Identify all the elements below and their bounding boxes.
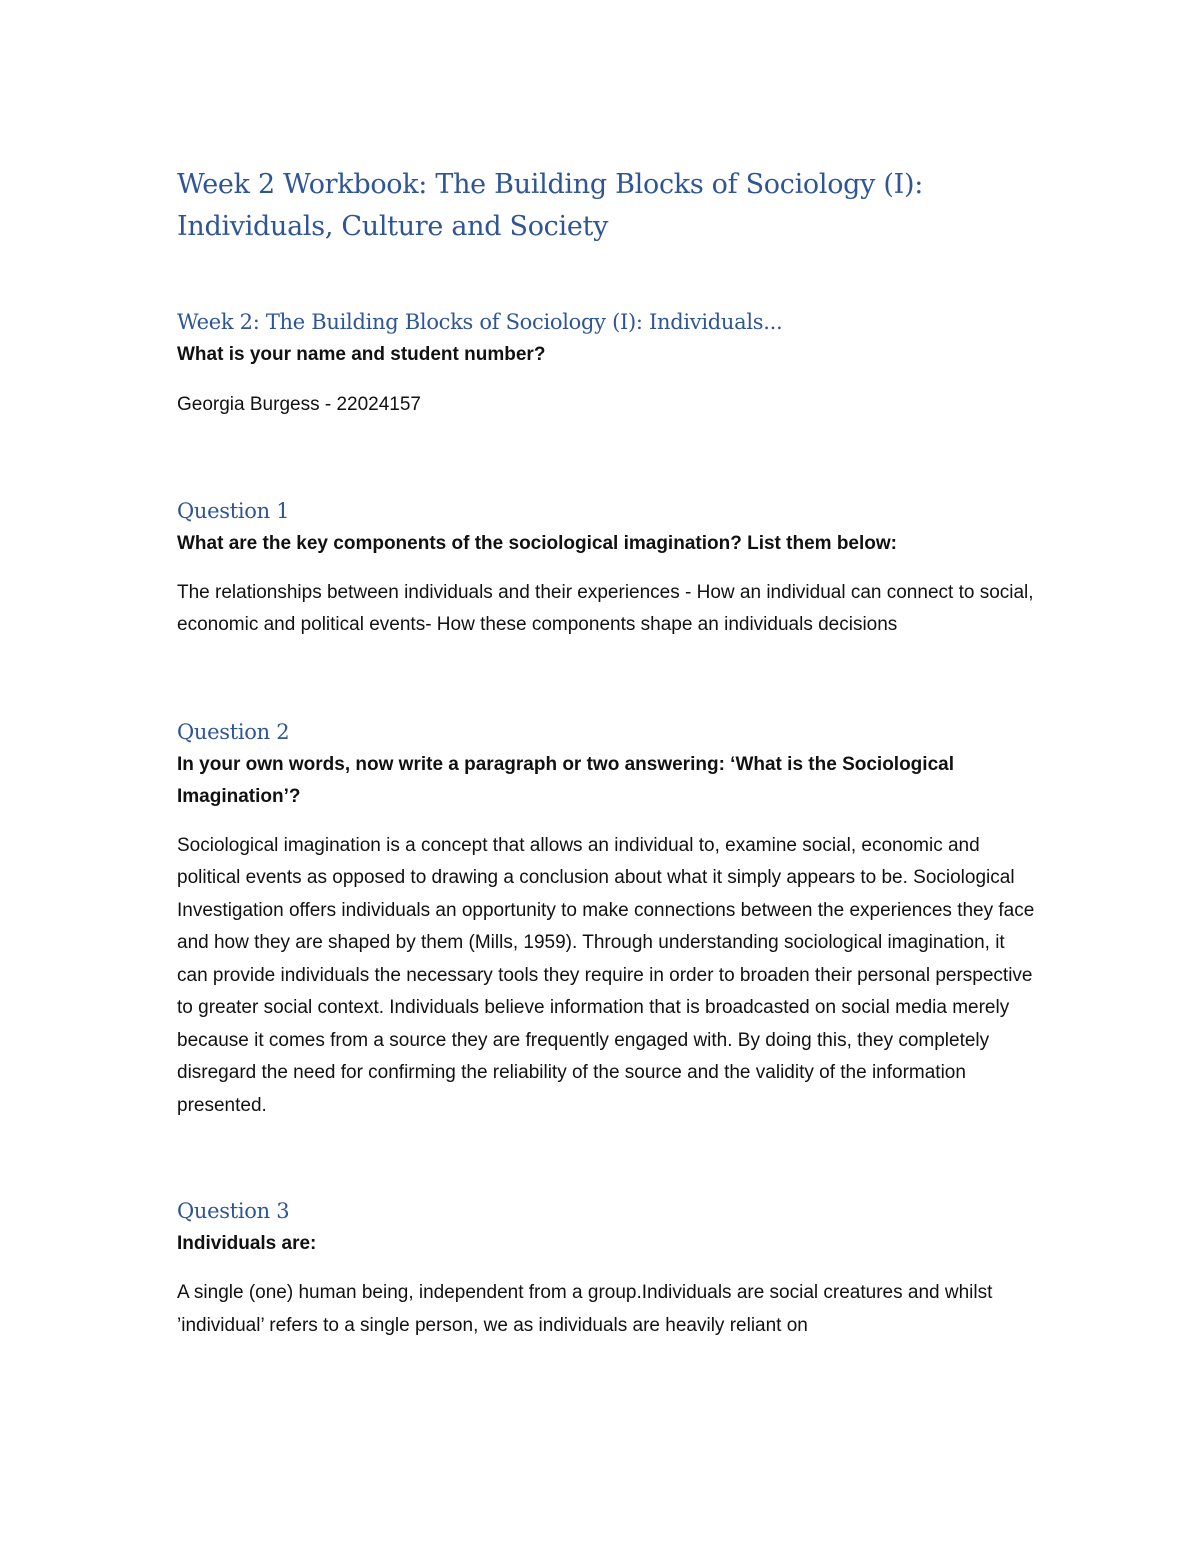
question-1-heading: Question 1 xyxy=(177,498,290,523)
section-heading: Week 2: The Building Blocks of Sociology (I): Individuals... xyxy=(177,310,783,334)
question-3-prompt: Individuals are: xyxy=(177,1233,317,1254)
question-1-prompt: What are the key components of the sociological imagination? List them below: xyxy=(177,532,897,554)
question-2-section xyxy=(177,717,1037,1123)
question-3-heading: Question 3 xyxy=(177,1199,290,1223)
question-2-prompt: In your own words, now write a paragraph or two answering: ‘What is the Sociological Imagination’? xyxy=(177,753,954,807)
document-title: Week 2 Workbook: The Building Blocks of Sociology (I): Individuals, Culture and Society xyxy=(177,169,924,242)
name-answer: Georgia Burgess - 22024157 xyxy=(177,394,421,415)
question-3-answer: A single (one) human being, independent from a group.Individuals are social creatures and whilst ’individual’ refers to a single person, we as individuals are heavily reliant on xyxy=(177,1282,993,1336)
question-3-section xyxy=(177,1196,1037,1342)
document-content xyxy=(177,164,1037,1342)
name-prompt: What is your name and student number? xyxy=(177,344,546,365)
question-2-heading: Question 2 xyxy=(177,719,290,744)
question-1-answer: The relationships between individuals and their experiences - How an individual can connect to social, economic and political events- How these components shape an individuals decisions xyxy=(177,581,1034,635)
question-2-answer: Sociological imagination is a concept that allows an individual to, examine social, economic and political events as opposed to drawing a conclusion about what it simply appears to be. Sociological Investigation offers individuals an opportunity to make connections between the experiences they face and how they are shaped by them (Mills, 1959). Through understanding sociological imagination, it can provide individuals the necessary tools they require in order to broaden their personal perspective to greater social context. Individuals believe information that is broadcasted on social media merely because it comes from a source they are frequently engaged with. By doing this, they completely disregard the need for confirming the reliability of the source and the validity of the information presented. xyxy=(177,834,1035,1116)
question-1-section xyxy=(177,496,1037,642)
